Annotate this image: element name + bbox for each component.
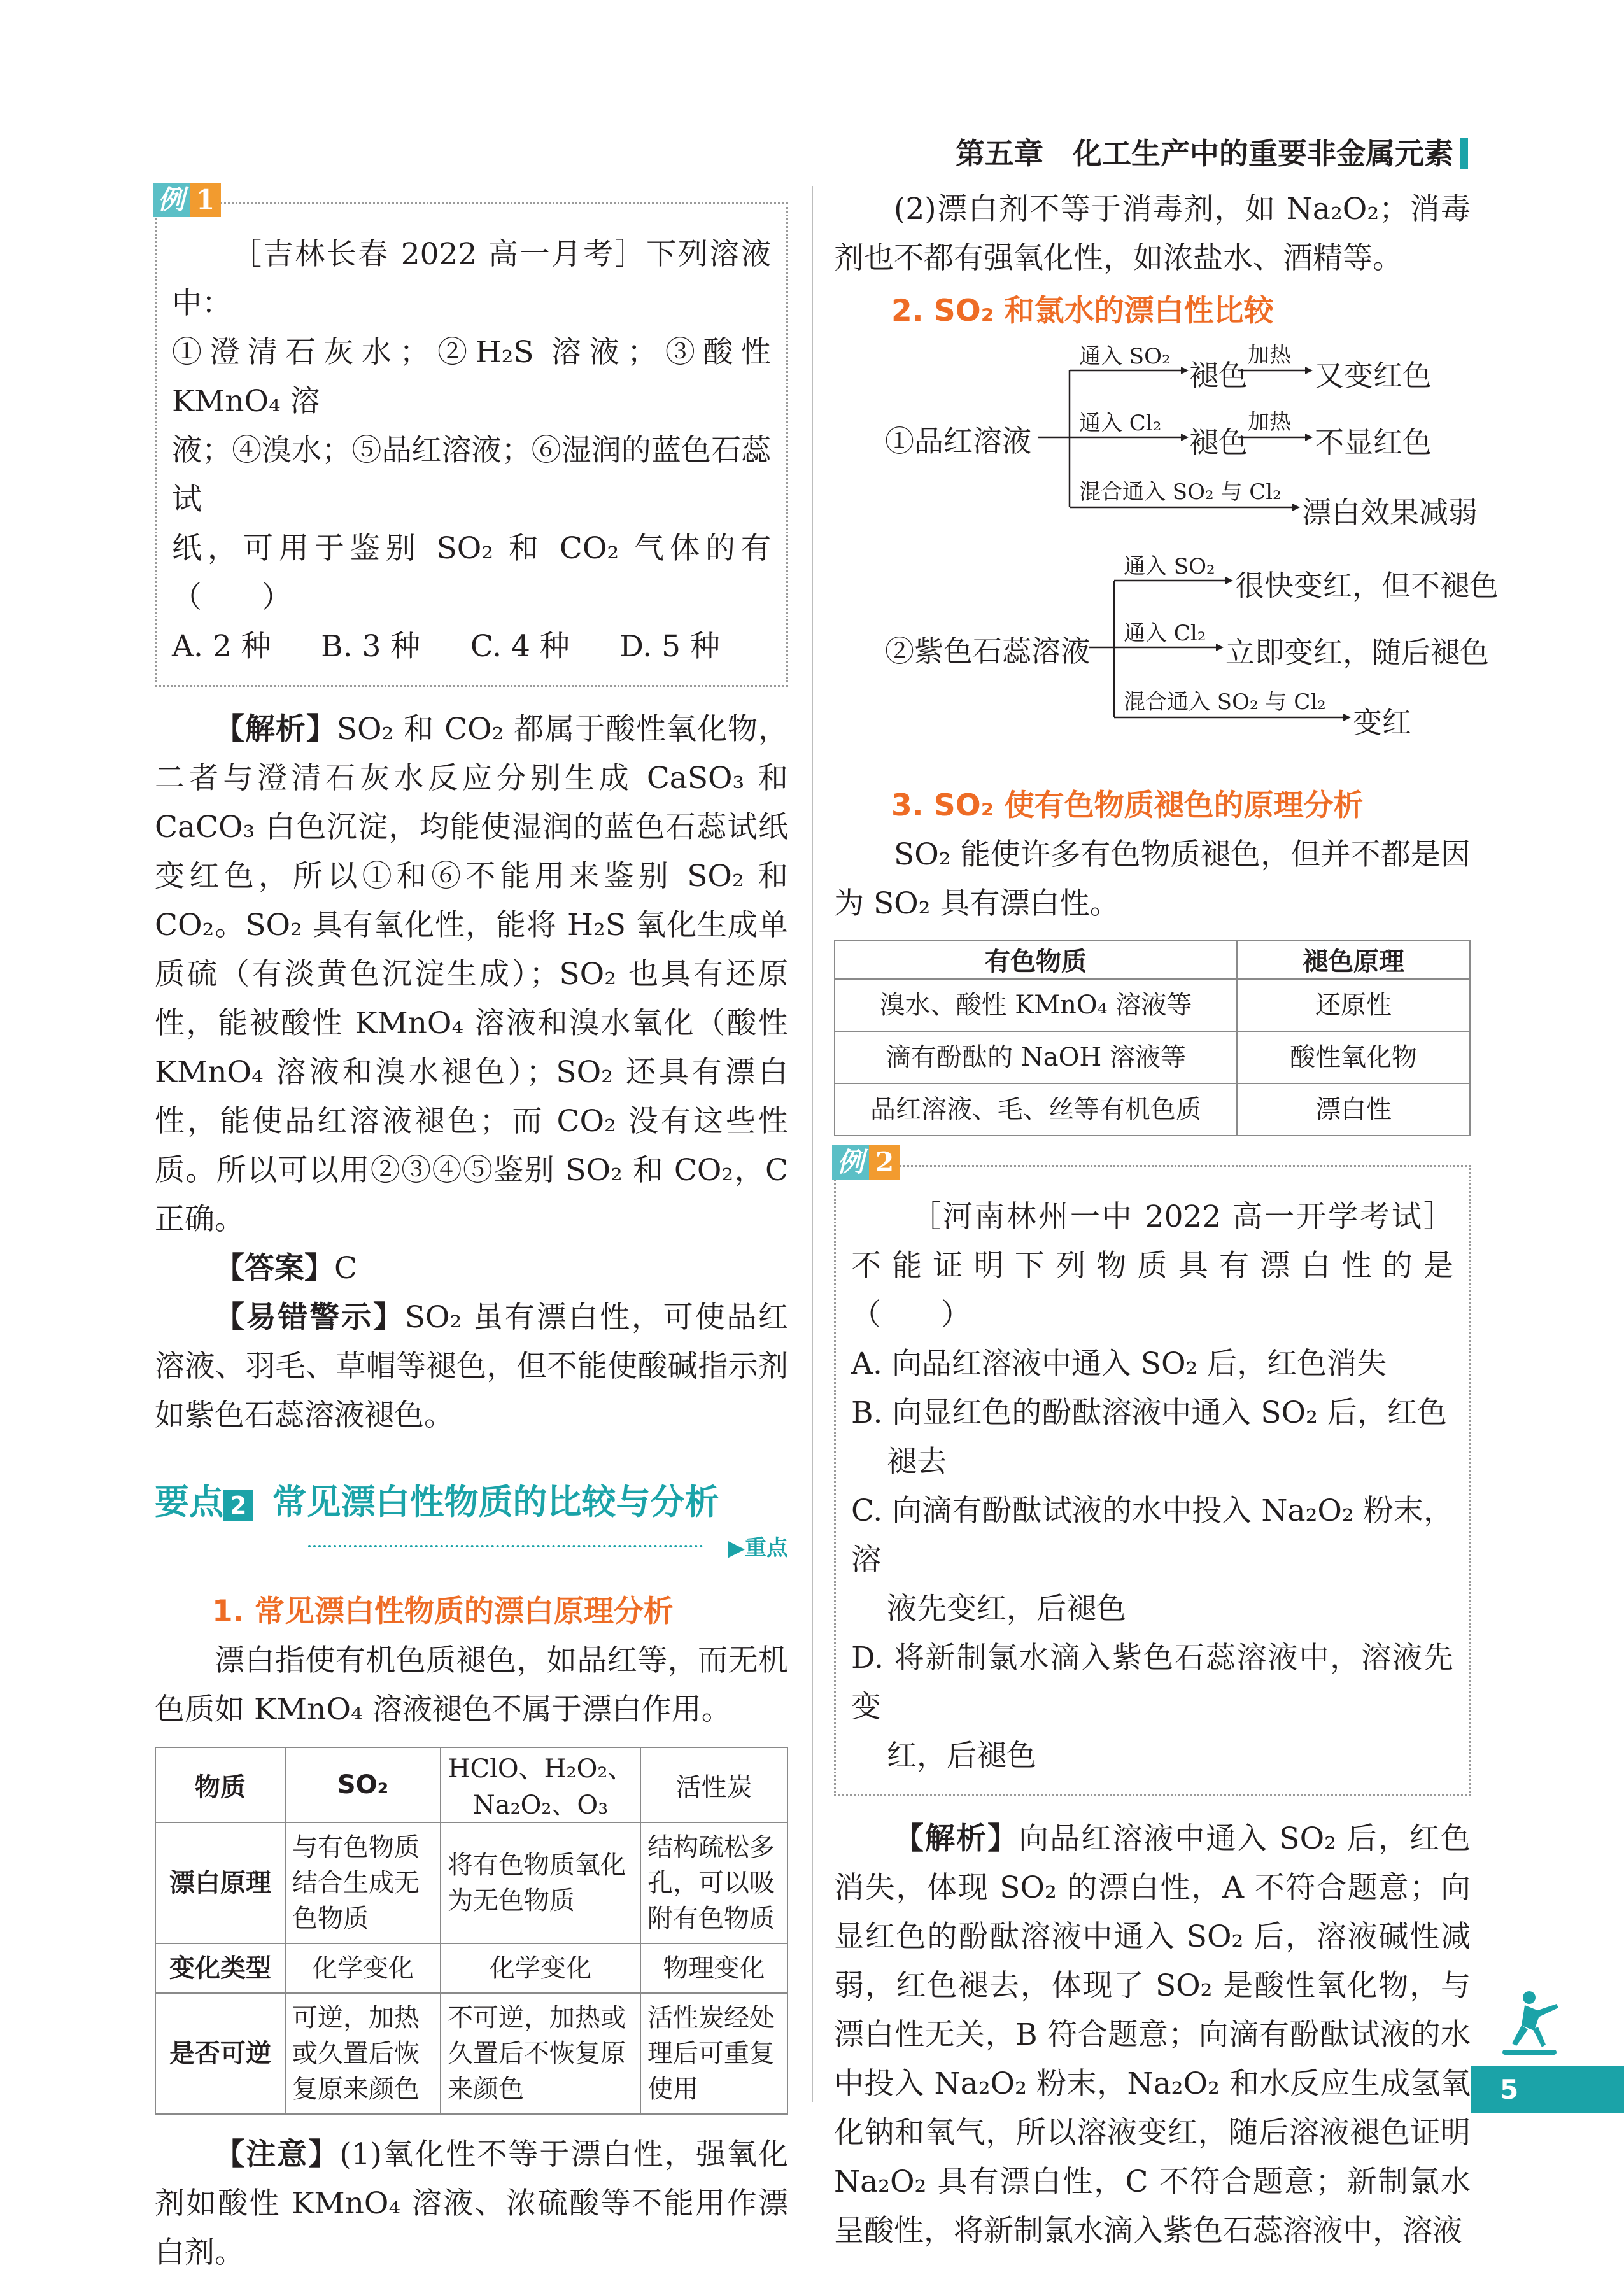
chapter-header (956, 130, 1468, 173)
column-divider (812, 186, 813, 2102)
table-cell: 结构疏松多孔，可以吸附有色物质 (640, 1822, 787, 1943)
diagram-result: 不显红色 (1315, 425, 1432, 460)
example-1-options (172, 622, 771, 671)
option-b-cont: 褪去 (887, 1444, 947, 1479)
table-cell: 可逆，加热或久置后恢复原来颜色 (285, 1993, 441, 2114)
option-b: B. 3 种 (321, 629, 421, 664)
table-row (835, 1031, 1470, 1083)
analysis-2 (834, 1814, 1471, 2255)
table-row (835, 1083, 1470, 1136)
keypoint-tag-row (155, 1530, 788, 1561)
diagram-result: 漂白效果减弱 (1302, 495, 1478, 530)
left-column (155, 184, 801, 2277)
diagram-branch-label: 混合通入 SO₂ 与 Cl₂ (1079, 479, 1282, 505)
answer-1 (155, 1244, 788, 1293)
diagram-result: 很快变红，但不褪色 (1235, 568, 1499, 603)
keypoint-label: 要点 (155, 1482, 223, 1522)
table-cell: 不可逆，加热或久置后不恢复原来颜色 (441, 1993, 640, 2114)
option-c: C. 向滴有酚酞试液的水中投入 Na₂O₂ 粉末，溶 (851, 1493, 1453, 1577)
diagram-branch-label: 通入 Cl₂ (1124, 621, 1206, 646)
table-header: 活性炭 (640, 1747, 787, 1822)
example-1-label (153, 183, 221, 217)
diagram-branch-label: 通入 SO₂ (1124, 554, 1215, 579)
note-text-2: (2)漂白剂不等于消毒剂，如 Na₂O₂；消毒剂也不都有强氧化性，如浓盐水、酒精等。 (834, 192, 1471, 276)
question-line: 纸，可用于鉴别 SO₂ 和 CO₂ 气体的有 （ ） (172, 531, 801, 615)
table-header: 物质 (155, 1747, 285, 1822)
option-d: D. 5 种 (619, 629, 720, 664)
table-header-row (835, 940, 1470, 979)
question-line: ［吉林长春 2022 高一月考］下列溶液中： (172, 237, 771, 321)
option-a: A. 2 种 (172, 629, 271, 664)
table-cell: 与有色物质结合生成无色物质 (285, 1822, 441, 1943)
table-header: 有色物质 (835, 940, 1237, 979)
answer-text: C (334, 1251, 357, 1286)
diagram-result: 立即变红，随后褪色 (1225, 635, 1489, 670)
table-cell: 漂白原理 (155, 1822, 285, 1943)
table-header: HClO、H₂O₂、Na₂O₂、O₃ (441, 1747, 640, 1822)
table-cell: 变化类型 (155, 1943, 285, 1993)
example-label-text: 例 (153, 183, 190, 217)
bleach-comparison-table (155, 1747, 788, 2115)
section-3-heading: 3. SO₂ 使有色物质褪色的原理分析 (891, 788, 1364, 823)
option-c: C. 4 种 (470, 629, 570, 664)
diagram-result: 变红 (1353, 705, 1411, 740)
table-cell: 品红溶液、毛、丝等有机色质 (835, 1083, 1237, 1136)
table-cell: 将有色物质氧化为无色物质 (441, 1822, 640, 1943)
skier-mascot-icon (1490, 1986, 1566, 2062)
diagram-result: 又变红色 (1315, 358, 1432, 393)
keypoint-title: 常见漂白性物质的比较与分析 (272, 1482, 719, 1522)
diagram-source-2: ②紫色石蕊溶液 (885, 634, 1090, 668)
table-row (155, 1993, 787, 2114)
note-text: (1)氧化性不等于漂白性，强氧化剂如酸性 KMnO₄ 溶液、浓硫酸等不能用作漂白剂。 (155, 2137, 789, 2270)
section-1-heading: 1. 常见漂白性物质的漂白原理分析 (212, 1594, 674, 1629)
example-1-question (172, 230, 801, 622)
question-line: 液；④溴水；⑤品红溶液；⑥湿润的蓝色石蕊试 (172, 433, 771, 517)
diagram-source-1: ①品红溶液 (885, 424, 1031, 458)
table-cell: 活性炭经处理后可重复使用 (640, 1993, 787, 2114)
table-cell: 溴水、酸性 KMnO₄ 溶液等 (835, 979, 1237, 1031)
table-row (155, 1943, 787, 1993)
diagram-heat-label: 加热 (1248, 409, 1291, 435)
dotted-rule (308, 1545, 703, 1547)
table-row (155, 1822, 787, 1943)
table-header-row (155, 1747, 787, 1822)
option-b: B. 向显红色的酚酞溶液中通入 SO₂ 后，红色 (851, 1395, 1447, 1430)
keypoint-number: 2 (223, 1490, 253, 1521)
example-2-box (834, 1146, 1603, 1796)
analysis-tag: 【解析】 (215, 712, 337, 747)
table-cell: 漂白性 (1237, 1083, 1470, 1136)
option-d: D. 将新制氯水滴入紫色石蕊溶液中，溶液先变 (851, 1640, 1453, 1724)
right-column (834, 185, 1603, 2255)
option-a: A. 向品红溶液中通入 SO₂ 后，红色消失 (851, 1346, 1387, 1381)
table-row (835, 979, 1470, 1031)
table-cell: 酸性氧化物 (1237, 1031, 1470, 1083)
table-header: SO₂ (285, 1747, 441, 1822)
diagram-branch-label: 通入 Cl₂ (1079, 411, 1162, 436)
decolor-principle-table (834, 940, 1471, 1136)
diagram-result: 褪色 (1189, 425, 1248, 460)
example-2-question: ［河南林州一中 2022 高一开学考试］不能证明下列物质具有漂白性的是 （ ） (851, 1199, 1603, 1332)
example-1-box (155, 184, 801, 687)
note-tag: 【注意】 (215, 2137, 340, 2172)
table-cell: 是否可逆 (155, 1993, 285, 2114)
page-number: 5 (1471, 2066, 1624, 2113)
diagram-result: 褪色 (1189, 358, 1248, 393)
bleaching-comparison-diagram (834, 335, 1499, 768)
header-bar (1460, 138, 1468, 169)
table-cell: 化学变化 (441, 1943, 640, 1993)
option-d-cont: 红，后褪色 (887, 1738, 1036, 1773)
diagram-heat-label: 加热 (1248, 342, 1291, 368)
example-label-number: 1 (190, 183, 221, 217)
example-2-label (832, 1145, 900, 1180)
example-label-text: 例 (832, 1145, 869, 1180)
importance-tag: ▶重点 (728, 1535, 788, 1561)
example-label-number: 2 (869, 1145, 900, 1180)
table-header: 褪色原理 (1237, 940, 1470, 979)
section-3-text: SO₂ 能使许多有色物质褪色，但并不都是因为 SO₂ 具有漂白性。 (834, 837, 1471, 921)
section-2-heading: 2. SO₂ 和氯水的漂白性比较 (891, 293, 1274, 328)
analysis-tag: 【解析】 (894, 1821, 1019, 1856)
answer-tag: 【答案】 (215, 1251, 334, 1286)
warning-1 (155, 1293, 788, 1440)
diagram-branch-label: 混合通入 SO₂ 与 Cl₂ (1124, 689, 1326, 715)
diagram-branch-label: 通入 SO₂ (1079, 344, 1171, 369)
option-c-cont: 液先变红，后褪色 (887, 1591, 1126, 1626)
table-cell: 物理变化 (640, 1943, 787, 1993)
warning-text: SO₂ 虽有漂白性，可使品红溶液、羽毛、草帽等褪色，但不能使酸碱指示剂如紫色石蕊溶液褪色。 (155, 1300, 789, 1433)
analysis-text: SO₂ 和 CO₂ 都属于酸性氧化物，二者与澄清石灰水反应分别生成 CaSO₃ 和 CaCO₃ 白色沉淀，均能使湿润的蓝色石蕊试纸变红色，所以①和⑥不能用来鉴别 SO₂ 和 CO₂。SO₂ 具有氧化性，能将 H₂S 氧化生成单质硫（有淡黄色沉淀生成）；SO₂ 也具有还原性，能被酸性 KMnO₄ 溶液和溴水氧化（酸性 KMnO₄ 溶液和溴水褪色）；SO₂ 还具有漂白性，能使品红溶液褪色；而 CO₂ 没有这些性质。所以可以用②③④⑤鉴别 SO₂ 和 CO₂，C 正确。 (155, 712, 789, 1237)
analysis-text: 向品红溶液中通入 SO₂ 后，红色消失，体现 SO₂ 的漂白性，A 不符合题意；向显红色的酚酞溶液中通入 SO₂ 后，溶液碱性减弱，红色褪去，体现了 SO₂ 是酸性氧化物，与漂白性无关，B 符合题意；向滴有酚酞试液的水中投入 Na₂O₂ 粉末，Na₂O₂ 和水反应生成氢氧化钠和氧气，所以溶液变红，随后溶液褪色证明 Na₂O₂ 具有漂白性，C 不符合题意；新制氯水呈酸性，将新制氯水滴入紫色石蕊溶液中，溶液 (834, 1821, 1471, 2248)
chapter-title: 第五章 化工生产中的重要非金属元素 (956, 136, 1453, 171)
table-cell: 化学变化 (285, 1943, 441, 1993)
table-cell: 滴有酚酞的 NaOH 溶液等 (835, 1031, 1237, 1083)
keypoint-2-heading (155, 1475, 788, 1524)
question-line: ①澄清石灰水；②H₂S 溶液；③酸性 KMnO₄ 溶 (172, 335, 771, 419)
warning-tag: 【易错警示】 (215, 1300, 405, 1335)
section-1-text: 漂白指使有机色质褪色，如品红等，而无机色质如 KMnO₄ 溶液褪色不属于漂白作用。 (155, 1643, 788, 1727)
note-1 (155, 2130, 788, 2277)
analysis-1 (155, 705, 788, 1244)
table-cell: 还原性 (1237, 979, 1470, 1031)
